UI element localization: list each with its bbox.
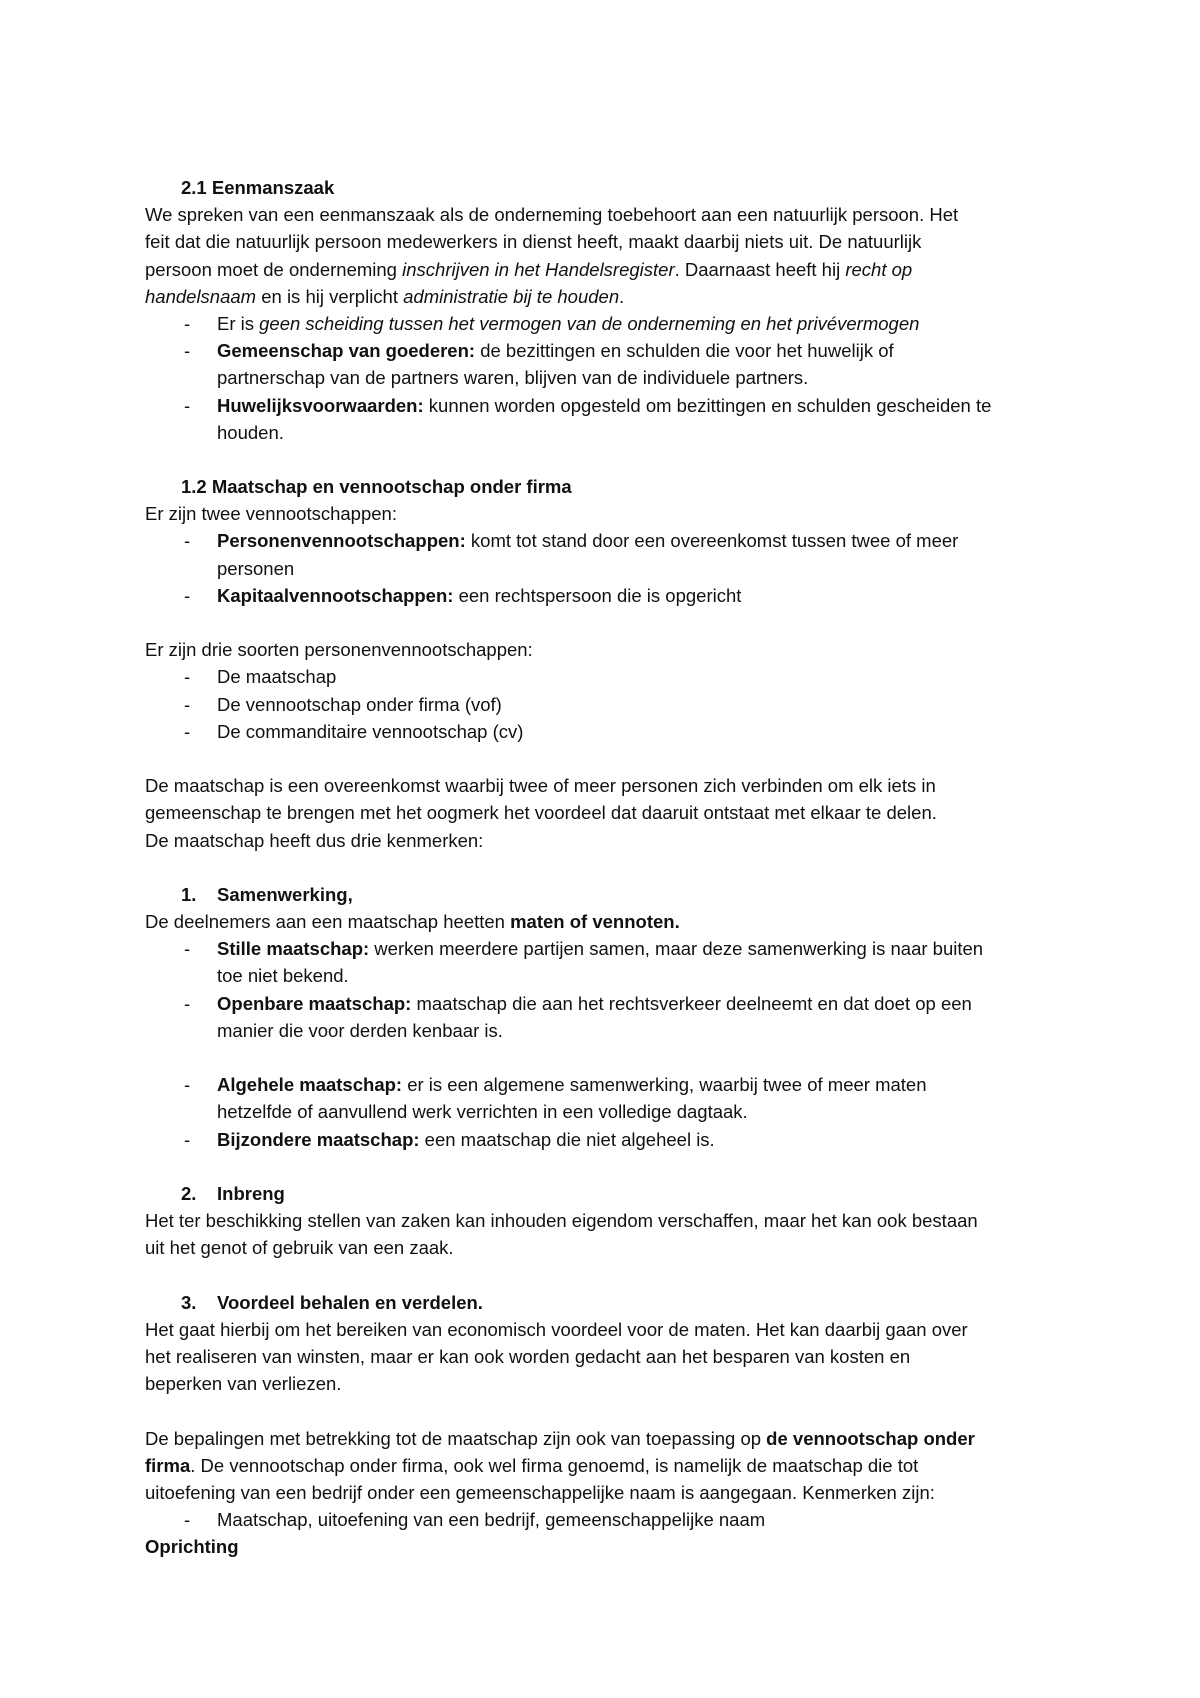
bullet-item: - Er is geen scheiding tussen het vermogen van de onderneming en het privévermogen bbox=[184, 312, 920, 334]
bullet-continuation: toe niet bekend. bbox=[217, 965, 349, 987]
section-heading-2-1: 2.1 Eenmanszaak bbox=[181, 177, 335, 198]
paragraph-line: gemeenschap te brengen met het oogmerk het voordeel dat daaruit ontstaat met elkaar te delen. bbox=[145, 802, 937, 824]
paragraph-line: feit dat die natuurlijk persoon medewerkers in dienst heeft, maakt daarbij niets uit. De natuurlijk bbox=[145, 231, 922, 253]
numbered-heading-1: 1. Samenwerking, bbox=[181, 883, 353, 905]
bullet-item: - De vennootschap onder firma (vof) bbox=[184, 693, 502, 715]
paragraph-line: De bepalingen met betrekking tot de maatschap zijn ook van toepassing op de vennootschap onder bbox=[145, 1427, 975, 1449]
bullet-item: - Maatschap, uitoefening van een bedrijf, gemeenschappelijke naam bbox=[184, 1509, 766, 1531]
paragraph-line: Het gaat hierbij om het bereiken van economisch voordeel voor de maten. Het kan daarbij gaan over bbox=[145, 1318, 968, 1340]
paragraph-line: beperken van verliezen. bbox=[145, 1373, 342, 1395]
paragraph-line: handelsnaam en is hij verplicht administratie bij te houden. bbox=[145, 285, 625, 307]
document-page bbox=[145, 174, 1075, 1561]
paragraph-line: uit het genot of gebruik van een zaak. bbox=[145, 1237, 454, 1259]
paragraph-line: Er zijn twee vennootschappen: bbox=[145, 503, 397, 525]
bullet-item: - Algehele maatschap: er is een algemene samenwerking, waarbij twee of meer maten bbox=[184, 1074, 927, 1096]
paragraph-line: De maatschap heeft dus drie kenmerken: bbox=[145, 829, 484, 851]
bullet-item: - Kapitaalvennootschappen: een rechtspersoon die is opgericht bbox=[184, 584, 742, 606]
bullet-item: - Bijzondere maatschap: een maatschap die niet algeheel is. bbox=[184, 1128, 715, 1150]
paragraph-line: Er zijn drie soorten personenvennootschappen: bbox=[145, 639, 533, 661]
paragraph-line: We spreken van een eenmanszaak als de onderneming toebehoort aan een natuurlijk persoon. Het bbox=[145, 204, 959, 226]
bullet-continuation: manier die voor derden kenbaar is. bbox=[217, 1019, 503, 1041]
bullet-continuation: hetzelfde of aanvullend werk verrichten in een volledige dagtaak. bbox=[217, 1101, 748, 1123]
paragraph-line: firma. De vennootschap onder firma, ook wel firma genoemd, is namelijk de maatschap die tot bbox=[145, 1454, 919, 1476]
paragraph-line: Het ter beschikking stellen van zaken kan inhouden eigendom verschaffen, maar het kan ook bestaan bbox=[145, 1210, 978, 1232]
bullet-continuation: houden. bbox=[217, 421, 284, 443]
bullet-item: - De maatschap bbox=[184, 666, 337, 688]
bullet-item: - De commanditaire vennootschap (cv) bbox=[184, 720, 524, 742]
bullet-item: - Personenvennootschappen: komt tot stand door een overeenkomst tussen twee of meer bbox=[184, 530, 959, 552]
bullet-item: - Huwelijksvoorwaarden: kunnen worden opgesteld om bezittingen en schulden gescheiden te bbox=[184, 394, 992, 416]
bullet-item: - Gemeenschap van goederen: de bezittingen en schulden die voor het huwelijk of bbox=[184, 340, 894, 362]
paragraph-line: uitoefening van een bedrijf onder een gemeenschappelijke naam is aangegaan. Kenmerken zijn: bbox=[145, 1482, 935, 1503]
bullet-continuation: personen bbox=[217, 557, 295, 579]
paragraph-line: De deelnemers aan een maatschap heetten maten of vennoten. bbox=[145, 911, 680, 933]
paragraph-line: De maatschap is een overeenkomst waarbij twee of meer personen zich verbinden om elk iets in bbox=[145, 775, 936, 797]
subheading-oprichting: Oprichting bbox=[145, 1536, 239, 1558]
numbered-heading-3: 3. Voordeel behalen en verdelen. bbox=[181, 1291, 483, 1313]
section-heading-1-2: 1.2 Maatschap en vennootschap onder firma bbox=[181, 476, 572, 498]
paragraph-line: het realiseren van winsten, maar er kan ook worden gedacht aan het besparen van kosten en bbox=[145, 1346, 911, 1368]
numbered-heading-2: 2. Inbreng bbox=[181, 1182, 285, 1204]
bullet-item: - Openbare maatschap: maatschap die aan het rechtsverkeer deelneemt en dat doet op een bbox=[184, 992, 972, 1014]
paragraph-line: persoon moet de onderneming inschrijven in het Handelsregister. Daarnaast heeft hij recht op bbox=[145, 258, 913, 280]
bullet-continuation: partnerschap van de partners waren, blijven van de individuele partners. bbox=[217, 367, 809, 389]
bullet-item: - Stille maatschap: werken meerdere partijen samen, maar deze samenwerking is naar buiten bbox=[184, 938, 984, 960]
